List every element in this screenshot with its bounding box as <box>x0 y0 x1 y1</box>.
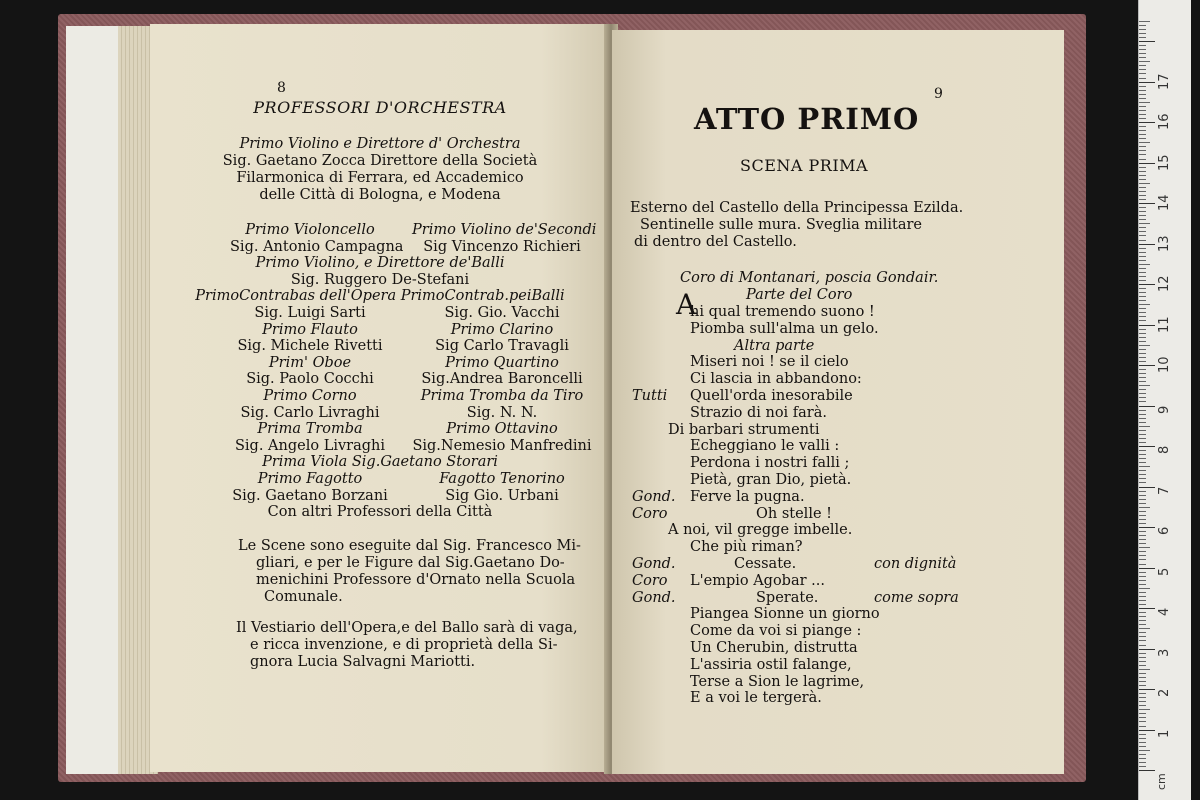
ruler-tick <box>1139 401 1146 402</box>
orchestra-line: Primo Violino, e Direttore de'Balli <box>255 255 505 272</box>
verse-line: Terse a Sion le lagrime, <box>690 673 865 690</box>
ruler-number: 12 <box>1157 275 1172 292</box>
ruler-tick <box>1139 203 1155 204</box>
ruler-tick <box>1139 470 1146 471</box>
ruler-tick <box>1139 717 1146 718</box>
ruler-tick <box>1139 65 1146 66</box>
ruler-tick <box>1139 511 1146 512</box>
ruler-tick <box>1139 446 1155 447</box>
ruler-tick <box>1139 183 1150 184</box>
ruler-tick <box>1139 90 1146 91</box>
speaker-label: Gond. <box>632 556 676 572</box>
ruler-tick <box>1139 215 1146 216</box>
ruler-tick <box>1139 264 1150 265</box>
verse-line: Miseri noi ! se il cielo <box>690 354 849 371</box>
orchestra-role: Primo Quartino <box>445 354 559 371</box>
ruler-tick <box>1139 296 1146 297</box>
ruler-tick <box>1139 588 1150 589</box>
ruler-number: 10 <box>1157 356 1172 373</box>
note-line: gnora Lucia Salvagni Mariotti. <box>250 654 476 670</box>
stage-direction: con dignità <box>874 556 957 572</box>
speaker-label: Tutti <box>632 388 668 404</box>
verse-line: Piangea Sionne un giorno <box>690 606 880 623</box>
ruler-tick <box>1139 252 1146 253</box>
ruler-tick <box>1139 130 1146 131</box>
ruler-tick <box>1139 21 1150 22</box>
scene-title: SCENA PRIMA <box>740 156 869 175</box>
ruler-tick <box>1139 134 1146 135</box>
ruler-tick <box>1139 199 1146 200</box>
ruler-tick <box>1139 762 1146 763</box>
verse-line: L'assiria ostil falange, <box>690 656 852 673</box>
ruler-tick <box>1139 478 1146 479</box>
ruler-tick <box>1139 466 1150 467</box>
ruler-number: 6 <box>1157 526 1172 535</box>
ruler-tick <box>1139 29 1146 30</box>
ruler-tick <box>1139 102 1150 103</box>
verse-line: Un Cherubin, distrutta <box>690 640 858 656</box>
ruler-tick <box>1139 385 1150 386</box>
ruler-tick <box>1139 373 1146 374</box>
ruler-tick <box>1139 580 1146 581</box>
ruler-tick <box>1139 146 1146 147</box>
orchestra-role: Primo Clarino <box>450 321 554 338</box>
verse-line: Che più riman? <box>690 539 803 556</box>
text-line: Filarmonica di Ferrara, ed Accademico <box>236 170 524 186</box>
ruler-number: 14 <box>1157 194 1172 211</box>
ruler-tick <box>1139 535 1146 536</box>
ruler-tick <box>1139 260 1146 261</box>
ruler-tick <box>1139 345 1150 346</box>
ruler-tick <box>1139 73 1146 74</box>
ruler-tick <box>1139 304 1150 305</box>
ruler-number: 17 <box>1157 72 1172 90</box>
verse-line: L'empio Agobar ... <box>690 572 825 589</box>
verse-line: Sperate. <box>756 589 819 606</box>
verse-line: Pietà, gran Dio, pietà. <box>690 472 852 488</box>
ruler-tick <box>1139 191 1146 192</box>
ruler-tick <box>1139 701 1146 702</box>
ruler-tick <box>1139 365 1155 366</box>
ruler-tick <box>1139 645 1146 646</box>
ruler-tick <box>1139 568 1155 569</box>
ruler-tick <box>1139 37 1146 38</box>
note-line: menichini Professore d'Ornato nella Scuola <box>256 572 576 588</box>
page-number: 9 <box>934 86 943 102</box>
ruler-tick <box>1139 231 1146 232</box>
ruler-tick <box>1139 406 1155 407</box>
ruler-tick <box>1139 754 1146 755</box>
ruler-tick <box>1139 482 1146 483</box>
verse-line: Quell'orda inesorabile <box>690 388 853 404</box>
orchestra-role: Sig. Michele Rivetti <box>237 338 383 355</box>
ruler-tick <box>1139 69 1146 70</box>
orchestra-role: Prima Tromba da Tiro <box>420 388 584 404</box>
ruler-tick <box>1139 693 1146 694</box>
verse-line: Ci lascia in abbandono: <box>690 371 862 388</box>
orchestra-role: Sig. Luigi Sarti <box>254 305 366 321</box>
ruler-tick <box>1139 555 1146 556</box>
ruler-tick <box>1139 300 1146 301</box>
verse-line: Oh stelle ! <box>756 505 832 522</box>
ruler-tick <box>1139 462 1146 463</box>
ruler-tick <box>1139 628 1150 629</box>
ruler-tick <box>1139 154 1146 155</box>
verse-line: hi qual tremendo suono ! <box>690 304 875 320</box>
ruler-number: 5 <box>1157 567 1172 576</box>
ruler-tick <box>1139 697 1146 698</box>
ruler-tick <box>1139 227 1146 228</box>
ruler-tick <box>1139 163 1155 164</box>
ruler-tick <box>1139 106 1146 107</box>
ruler-tick <box>1139 211 1146 212</box>
ruler-tick <box>1139 495 1146 496</box>
ruler-tick <box>1139 624 1146 625</box>
ruler-tick <box>1139 665 1146 666</box>
note-line: gliari, e per le Figure dal Sig.Gaetano Do- <box>256 555 565 571</box>
ruler-tick <box>1139 219 1146 220</box>
ruler-tick <box>1139 499 1146 500</box>
ruler-tick <box>1139 94 1146 95</box>
orchestra-role: Primo Violino de'Secondi <box>412 222 597 238</box>
ruler-number: 7 <box>1157 486 1172 495</box>
ruler-tick <box>1139 422 1146 423</box>
verse-line: Di barbari strumenti <box>668 421 820 438</box>
ruler-unit: cm <box>1155 773 1168 790</box>
ruler-tick <box>1139 612 1146 613</box>
ruler-tick <box>1139 175 1146 176</box>
orchestra-role: Primo Violoncello <box>245 222 375 238</box>
ruler-tick <box>1139 551 1146 552</box>
ruler-number: 13 <box>1157 234 1172 252</box>
ruler-tick <box>1139 519 1146 520</box>
ruler-tick <box>1139 248 1146 249</box>
text-line: Primo Violino e Direttore d' Orchestra <box>239 136 521 152</box>
ruler-number: 1 <box>1157 729 1172 738</box>
ruler-tick <box>1139 681 1146 682</box>
orchestra-role: Sig. Paolo Cocchi <box>246 371 374 388</box>
orchestra-line: PrimoContrabas dell'Opera PrimoContrab.peiBalli <box>195 288 565 305</box>
ruler-tick <box>1139 596 1146 597</box>
orchestra-role: Sig Gio. Urbani <box>445 487 559 504</box>
ruler-tick <box>1139 632 1146 633</box>
orchestra-role: Sig. N. N. <box>466 404 538 421</box>
orchestra-line: Prima Viola Sig.Gaetano Storari <box>262 454 498 471</box>
ruler-tick <box>1139 669 1150 670</box>
ruler-tick <box>1139 114 1146 115</box>
ruler-tick <box>1139 657 1146 658</box>
ruler-tick <box>1139 349 1146 350</box>
orchestra-role: Primo Ottavino <box>446 421 558 438</box>
note-line: e ricca invenzione, e di proprietà della Si- <box>250 637 558 653</box>
ruler-tick <box>1139 458 1146 459</box>
verse-line: Perdona i nostri falli ; <box>690 455 850 472</box>
ruler-tick <box>1139 187 1146 188</box>
ruler-tick <box>1139 357 1146 358</box>
ruler-tick <box>1139 235 1146 236</box>
ruler-tick <box>1139 491 1146 492</box>
verse-line: A noi, vil gregge imbelle. <box>668 522 853 539</box>
ruler-tick <box>1139 49 1146 50</box>
ruler-tick <box>1139 308 1146 309</box>
ruler-tick <box>1139 608 1155 609</box>
ruler-tick <box>1139 110 1146 111</box>
ruler-tick <box>1139 705 1146 706</box>
ruler-tick <box>1139 272 1146 273</box>
ruler-tick <box>1139 734 1146 735</box>
verse-line: Come da voi si piange : <box>690 623 862 640</box>
speaker-label: Gond. <box>632 589 676 606</box>
stage-direction: come sopra <box>874 589 959 606</box>
ruler-tick <box>1139 503 1146 504</box>
ruler-tick <box>1139 86 1146 87</box>
verse-line: E a voi le tergerà. <box>690 690 822 707</box>
ruler-tick <box>1139 78 1146 79</box>
ruler-tick <box>1139 377 1146 378</box>
ruler-tick <box>1139 53 1146 54</box>
ruler-tick <box>1139 620 1146 621</box>
ruler-tick <box>1139 487 1155 488</box>
ruler-tick <box>1139 292 1146 293</box>
orchestra-role: Sig.Andrea Baroncelli <box>421 371 583 388</box>
ruler-tick <box>1139 122 1155 123</box>
chorus-heading: Coro di Montanari, poscia Gondair. <box>680 270 939 286</box>
left-page <box>150 24 610 772</box>
ruler-tick <box>1139 750 1150 751</box>
ruler-tick <box>1139 559 1146 560</box>
ruler-number: 3 <box>1157 648 1172 657</box>
orchestra-role: Sig. Gio. Vacchi <box>444 305 560 321</box>
ruler-tick <box>1139 604 1146 605</box>
verse-line: Ferve la pugna. <box>690 488 805 505</box>
orchestra-role: Sig Vincenzo Richieri <box>423 238 581 255</box>
ruler-tick <box>1139 531 1146 532</box>
ruler-tick <box>1139 333 1146 334</box>
setting-line: Sentinelle sulle mura. Sveglia militare <box>640 217 922 233</box>
ruler-tick <box>1139 418 1146 419</box>
ruler-tick <box>1139 138 1146 139</box>
note-line: Comunale. <box>264 589 343 605</box>
ruler-tick <box>1139 474 1146 475</box>
orchestra-role: Fagotto Tenorino <box>439 471 565 487</box>
ruler-tick <box>1139 636 1146 637</box>
ruler-tick <box>1139 576 1146 577</box>
orchestra-line: Con altri Professori della Città <box>267 504 493 521</box>
ruler-tick <box>1139 426 1150 427</box>
setting-line: di dentro del Castello. <box>634 234 797 250</box>
ruler-tick <box>1139 454 1146 455</box>
ruler-tick <box>1139 507 1150 508</box>
ruler-tick <box>1139 240 1146 241</box>
ruler-tick <box>1139 438 1146 439</box>
ruler-tick <box>1139 766 1146 767</box>
ruler-number: 4 <box>1157 607 1172 616</box>
ruler-tick <box>1139 673 1146 674</box>
ruler-tick <box>1139 82 1155 83</box>
verse-line: Echeggiano le valli : <box>690 438 840 455</box>
verse-line: Cessate. <box>734 556 797 572</box>
ruler-tick <box>1139 661 1146 662</box>
page-number: 8 <box>277 80 286 96</box>
speaker-label: Coro <box>632 572 668 589</box>
ruler-tick <box>1139 329 1146 330</box>
orchestra-role: Prim' Oboe <box>268 354 352 371</box>
act-title: ATTO PRIMO <box>694 102 920 136</box>
ruler-tick <box>1139 547 1150 548</box>
ruler-tick <box>1139 150 1146 151</box>
ruler-tick <box>1139 689 1155 690</box>
verse-line: Piomba sull'alma un gelo. <box>690 320 879 337</box>
orchestra-role: Sig Carlo Travagli <box>435 338 569 355</box>
ruler-tick <box>1139 393 1146 394</box>
ruler-tick <box>1139 159 1146 160</box>
ruler-tick <box>1139 677 1146 678</box>
ruler-number: 16 <box>1157 113 1172 130</box>
orchestra-role: Sig.Nemesio Manfredini <box>412 437 592 454</box>
ruler-tick <box>1139 746 1146 747</box>
orchestra-role: Sig. Gaetano Borzani <box>232 487 388 504</box>
ruler-tick <box>1139 57 1146 58</box>
page-heading: PROFESSORI D'ORCHESTRA <box>253 98 507 117</box>
right-page <box>612 30 1064 774</box>
ruler-tick <box>1139 325 1155 326</box>
ruler-tick <box>1139 341 1146 342</box>
ruler-tick <box>1139 41 1155 42</box>
ruler-tick <box>1139 179 1146 180</box>
orchestra-role: Primo Flauto <box>262 321 358 338</box>
verse-line: Altra parte <box>734 337 815 354</box>
ruler-tick <box>1139 738 1146 739</box>
ruler-tick <box>1139 616 1146 617</box>
speaker-label: Gond. <box>632 488 676 505</box>
ruler-tick <box>1139 539 1146 540</box>
ruler-tick <box>1139 353 1146 354</box>
ruler-tick <box>1139 653 1146 654</box>
ruler-tick <box>1139 361 1146 362</box>
ruler-tick <box>1139 434 1146 435</box>
ruler-tick <box>1139 721 1146 722</box>
text-line: delle Città di Bologna, e Modena <box>259 187 501 203</box>
ruler-tick <box>1139 98 1146 99</box>
ruler-tick <box>1139 592 1146 593</box>
ruler-tick <box>1139 713 1146 714</box>
orchestra-role: Primo Corno <box>263 388 357 404</box>
orchestra-role: Sig. Angelo Livraghi <box>234 437 385 454</box>
orchestra-line: Sig. Ruggero De-Stefani <box>290 271 470 288</box>
drop-cap: A <box>676 288 697 321</box>
ruler-tick <box>1139 649 1155 650</box>
ruler-tick <box>1139 523 1146 524</box>
measuring-ruler <box>1138 0 1191 800</box>
orchestra-role: Prima Tromba <box>257 421 363 438</box>
ruler-tick <box>1139 118 1146 119</box>
ruler-tick <box>1139 397 1146 398</box>
ruler-tick <box>1139 543 1146 544</box>
ruler-tick <box>1139 337 1146 338</box>
ruler-number: 15 <box>1157 153 1172 171</box>
ruler-tick <box>1139 430 1146 431</box>
verse-line: Strazio di noi farà. <box>690 404 827 421</box>
part-heading: Parte del Coro <box>746 287 853 303</box>
ruler-tick <box>1139 685 1146 686</box>
ruler-tick <box>1139 515 1146 516</box>
orchestra-role: Sig. Antonio Campagna <box>230 238 404 255</box>
ruler-tick <box>1139 195 1146 196</box>
ruler-tick <box>1139 320 1146 321</box>
ruler-number: 2 <box>1157 688 1172 697</box>
ruler-tick <box>1139 414 1146 415</box>
ruler-tick <box>1139 758 1146 759</box>
ruler-tick <box>1139 25 1146 26</box>
ruler-number: 11 <box>1157 315 1172 333</box>
ruler-tick <box>1139 33 1146 34</box>
ruler-tick <box>1139 256 1146 257</box>
ruler-tick <box>1139 316 1146 317</box>
ruler-tick <box>1139 167 1146 168</box>
ruler-tick <box>1139 389 1146 390</box>
ruler-tick <box>1139 527 1155 528</box>
orchestra-role: Sig. Carlo Livraghi <box>240 404 380 421</box>
text-line: Sig. Gaetano Zocca Direttore della Società <box>222 153 538 169</box>
ruler-tick <box>1139 369 1146 370</box>
ruler-tick <box>1139 442 1146 443</box>
ruler-tick <box>1139 742 1146 743</box>
ruler-tick <box>1139 288 1146 289</box>
ruler-tick <box>1139 730 1155 731</box>
ruler-tick <box>1139 45 1146 46</box>
ruler-tick <box>1139 640 1146 641</box>
ruler-tick <box>1139 572 1146 573</box>
ruler-tick <box>1139 450 1146 451</box>
note-line: Le Scene sono eseguite dal Sig. Francesco Mi- <box>238 538 581 554</box>
ruler-tick <box>1139 410 1146 411</box>
ruler-number: 9 <box>1157 405 1172 414</box>
ruler-tick <box>1139 726 1146 727</box>
ruler-tick <box>1139 709 1150 710</box>
ruler-tick <box>1139 61 1150 62</box>
ruler-tick <box>1139 381 1146 382</box>
ruler-tick <box>1139 770 1155 771</box>
ruler-number: 8 <box>1157 445 1172 454</box>
ruler-tick <box>1139 284 1155 285</box>
ruler-tick <box>1139 244 1155 245</box>
ruler-tick <box>1139 564 1146 565</box>
ruler-tick <box>1139 584 1146 585</box>
ruler-tick <box>1139 207 1146 208</box>
ruler-tick <box>1139 223 1150 224</box>
ruler-tick <box>1139 276 1146 277</box>
setting-line: Esterno del Castello della Principessa Ezilda. <box>630 200 964 216</box>
ruler-tick <box>1139 268 1146 269</box>
ruler-tick <box>1139 600 1146 601</box>
orchestra-role: Primo Fagotto <box>257 471 363 487</box>
ruler-tick <box>1139 312 1146 313</box>
ruler-tick <box>1139 280 1146 281</box>
ruler-tick <box>1139 171 1146 172</box>
ruler-tick <box>1139 142 1150 143</box>
note-line: Il Vestiario dell'Opera,e del Ballo sarà di vaga, <box>236 620 578 636</box>
speaker-label: Coro <box>632 505 668 522</box>
ruler-tick <box>1139 126 1146 127</box>
